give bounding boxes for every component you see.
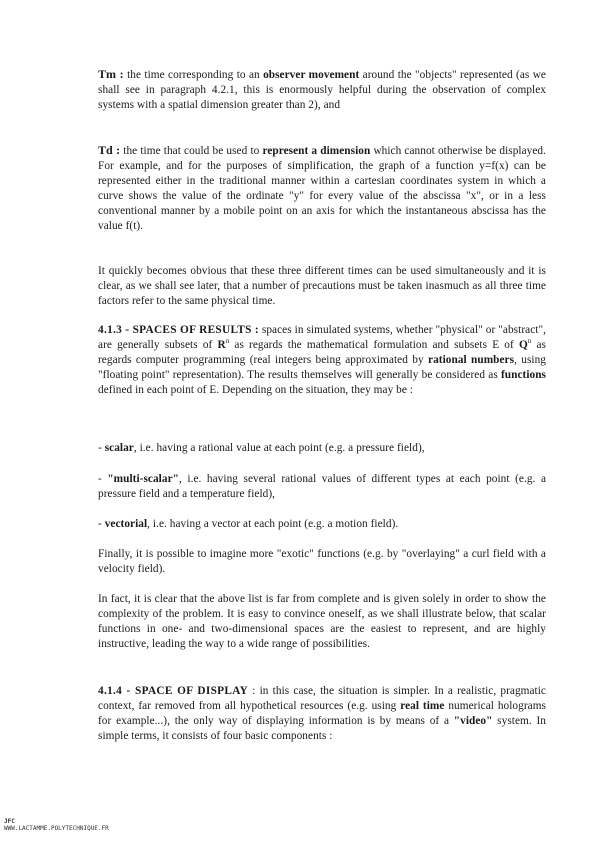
- bold-rational-numbers: rational numbers: [428, 353, 515, 366]
- list-item-vectorial: - vectorial, i.e. having a vector at each point (e.g. a motion field).: [98, 518, 399, 530]
- list-item-scalar: - scalar, i.e. having a rational value at each point (e.g. a pressure field),: [98, 442, 425, 454]
- set-r: R: [217, 338, 226, 351]
- section-heading-4-1-4: 4.1.4 - SPACE OF DISPLAY: [98, 685, 249, 697]
- list-item-multi-scalar: - "multi-scalar", i.e. having several rational values of different types at each point (e.g. a pressure field and a temperature field),: [98, 473, 547, 500]
- paragraph-spaces-of-results: 4.1.3 - SPACES OF RESULTS : spaces in simulated systems, whether "physical" or "abstract", are generally subsets of $R^n$ as regards the mathematical formulation and subsets E of $Q^n$ as regards computer programming (real integers being approximated by rational numbers, using "floating point" representation). The results themselves will generally be considered as functions defined in each point of E. Depending on the situation, they may be :: [98, 324, 547, 396]
- bold-observer-movement: observer movement: [263, 69, 360, 81]
- bold-real-time: real time: [400, 699, 445, 712]
- term-tm: Tm :: [98, 67, 124, 81]
- paragraph-exotic-functions: Finally, it is possible to imagine more "exotic" functions (e.g. by "overlaying" a curl field with a velocity field).: [98, 548, 546, 575]
- watermark: [4, 818, 109, 832]
- paragraph-three-times: It quickly becomes obvious that these three different times can be used simultaneously and it is clear, as we shall see later, that a number of precautions must be taken inasmuch as all three time factors refer to the same physical time.: [98, 265, 546, 307]
- paragraph-space-of-display: 4.1.4 - SPACE OF DISPLAY : in this case, the situation is simpler. In a realistic, pragmatic context, far removed from all hypothetical resources (e.g. using real time numerical holograms for example...), the only way of displaying information is by means of a "video" system. In simple terms, it consists of four basic components :: [98, 685, 546, 742]
- term-td: Td :: [98, 143, 121, 157]
- section-heading-4-1-3: 4.1.3 - SPACES OF RESULTS :: [98, 324, 259, 336]
- paragraph-complexity: In fact, it is clear that the above list is far from complete and is given solely in order to show the complexity of the problem. It is easy to convince oneself, as we shall illustrate below, that scalar functions in one- and two-dimensional spaces are the easiest to represent, and are highly instructive, leading the way to a wide range of possibilities.: [98, 593, 546, 650]
- bold-video: "video": [453, 714, 493, 727]
- bold-represent-dimension: represent a dimension: [262, 145, 371, 157]
- paragraph-td: Td : the time that could be used to represent a dimension which cannot otherwise be displayed. For example, and for the purposes of simplification, the graph of a function y=f(x) can be represented either in the traditional manner within a cartesian coordinates system in which a curve shows the value of the ordinate "y" for every value of the abscissa "x", or in a less conventional manner by a mobile point on an axis for which the instantaneous abscissa has the value f(t).: [98, 143, 546, 232]
- watermark-logo: JFC: [4, 818, 15, 825]
- set-q: Q: [518, 338, 528, 351]
- watermark-url: WWW.LACTAMME.POLYTECHNIQUE.FR: [4, 825, 109, 832]
- bold-functions: functions: [500, 368, 546, 381]
- paragraph-tm: Tm : the time corresponding to an observer movement around the "objects" represented (as we shall see in paragraph 4.2.1, this is enormously helpful during the observation of complex systems with a spatial dimension greater than 2), and: [98, 67, 546, 111]
